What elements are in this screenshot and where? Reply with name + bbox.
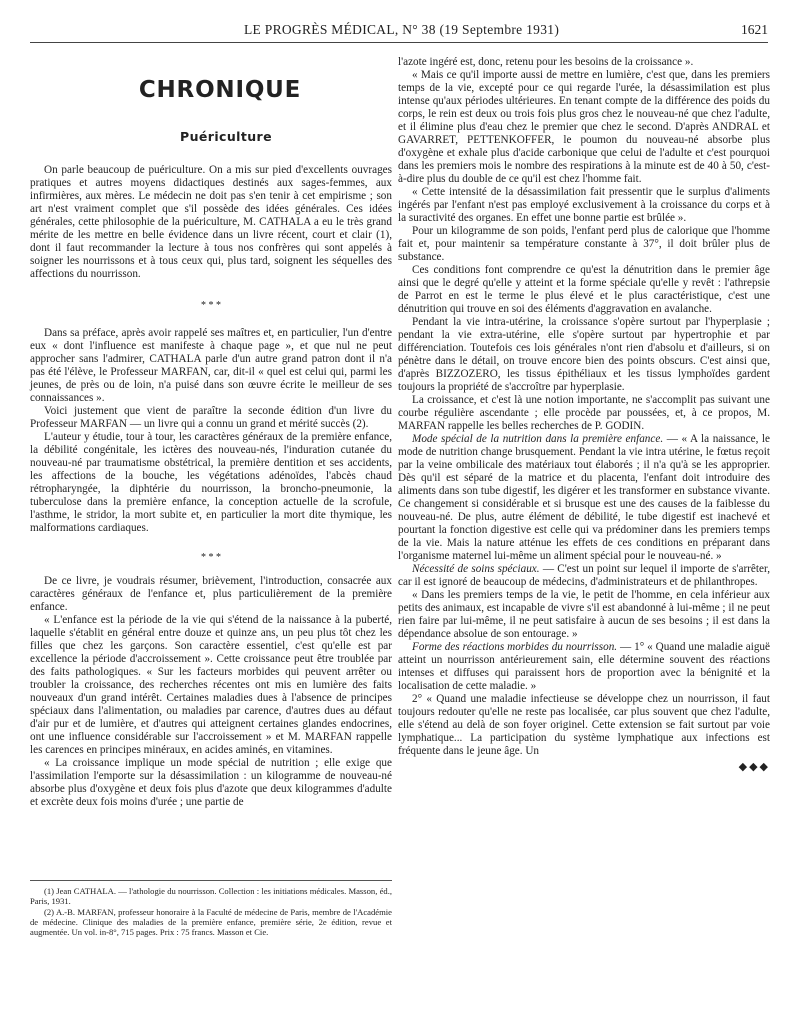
footnote: (2) A.-B. MARFAN, professeur honoraire à la Faculté de médecine de Paris, membre de l'Académie de médecine. Clinique des maladies de la première enfance, première série, 2e édition, revue et augmentée. Un vol. in-8°, 715 pages. Prix : 75 francs. Masson et Cie.	[30, 906, 392, 938]
paragraph: De ce livre, je voudrais résumer, brièvement, l'introduction, consacrée aux caractères généraux de l'enfance et, plus particulièrement de la première enfance.	[30, 575, 392, 613]
subsection-title: Nécessité de soins spéciaux.	[412, 563, 540, 575]
paragraph: Voici justement que vient de paraître la seconde édition d'un livre du Professeur MARFAN — un livre qui a connu un grand et mérité succès (2).	[30, 405, 392, 430]
left-column	[30, 48, 392, 809]
subsection-title: Mode spécial de la nutrition dans la première enfance.	[412, 433, 664, 445]
page-number: 1621	[741, 22, 768, 37]
chronique-heading: CHRONIQUE	[138, 77, 302, 103]
paragraph: On parle beaucoup de puériculture. On a mis sur pied d'excellents ouvrages pratiques et autres moyens didactiques destinés aux sages-femmes, aux infirmières, aux mères. Le médecin ne doit pas s'en tenir à cet empirisme ; son art n'est vraiment complet que s'il possède des idées générales. Ces idées générales, cette philosophie de la puériculture, M. CATHALA a eu le très grand mérite de les mettre en belle évidence dans un livre récent, court et clair (1), dont il faut recommander la lecture à tous nos confrères qui sont appelés à soigner les nourrissons et à tous ceux qui, plus tard, soignent les séquelles des affections du nourrisson.	[30, 164, 392, 280]
paragraph: « L'enfance est la période de la vie qui s'étend de la naissance à la puberté, laquelle s'établit en général entre douze et quinze ans, un peu plus tôt chez les filles que chez les garçons. Son caractère essentiel, c'est qu'elle est par excellence la période d'accroissement ». Cette croissance peut être troublée par des faits pathologiques. « Sur les facteurs morbides qui peuvent arrêter ou troubler la croissance, des recherches récentes ont mis en lumière des faits nouveaux d'un grand intérêt. Certaines maladies dues à l'absence de principes spéciaux dans l'alimentation, ou maladies par carence, d'autres dues au défaut d'air pur et de lumière, et d'autres qui atteignent certaines glandes endocrines, ont une influence considérable sur l'accroissement » et M. MARFAN rappelle les carences en principes minéraux, en acides aminés, en vitamines.	[30, 614, 392, 756]
paragraph: l'azote ingéré est, donc, retenu pour les besoins de la croissance ».	[398, 56, 694, 68]
paragraph: Pour un kilogramme de son poids, l'enfant perd plus de calorique que l'homme fait et, pour maintenir sa température constante à 37°, il doit brûler plus de substance.	[398, 225, 770, 263]
paragraph: L'auteur y étudie, tour à tour, les caractères généraux de la première enfance, la débilité congénitale, les ictères des nouveau-nés, l'induration cutanée du nouveau-né par traumatisme obstétrical, la première dentition et ses accidents, les affections de la bouche, les végétations adénoïdes, l'abcès chaud rétropharyngée, la diphtérie du nourrisson, la broncho-pneumonie, la tuberculose dans la première enfance, la conception actuelle de la scrofule, l'asthme, le stridor, la mort subite et, en particulier la mort dite thymique, les malformations cardiaques.	[30, 431, 392, 534]
running-title: LE PROGRÈS MÉDICAL, N° 38 (19 Septembre 1931)	[244, 22, 560, 37]
subsection-title: Forme des réactions morbides du nourrisson.	[412, 641, 618, 653]
paragraph: « Cette intensité de la désassimilation fait pressentir que le surplus d'aliments ingérés par l'enfant n'est pas employé exclusivement à la croissance du corps et à la suractivité des organes. En effet une bonne partie est brûlée ».	[398, 186, 770, 224]
paragraph-text: — C'est un point sur lequel il importe de s'arrêter, car il est ignoré de beaucoup de médecins, d'administrateurs et de philanthropes.	[398, 563, 771, 588]
paragraph-text: — 1° « Quand une maladie aiguë atteint un nourrisson antérieurement sain, elle détermine souvent des réactions intenses et diffuses qui paraissent hors de proportion avec la bénignité et la localisation de cette maladie. »	[398, 641, 770, 692]
paragraph	[398, 433, 770, 563]
header-rule	[30, 42, 768, 43]
footnote: (1) Jean CATHALA. — l'athologie du nourrisson. Collection : les initiations médicales. Masson, éd., Paris, 1931.	[30, 886, 392, 907]
footnote-rule	[30, 880, 392, 881]
section-title: Puériculture	[180, 129, 272, 144]
paragraph: Ces conditions font comprendre ce qu'est la dénutrition dans le premier âge ainsi que le degré qu'elle y atteint et la forme spéciale qu'elle y revêt : l'athrepsie de Parrot en est le terme le plus élevé et le plus caractéristique, c'est une dénutrition qui trouve en soi des éléments d'aggravation en avalanche.	[398, 264, 770, 315]
paragraph: 2° « Quand une maladie infectieuse se développe chez un nourrisson, il faut toujours redouter qu'elle ne reste pas localisée, car plus souvent que chez l'adulte, elle s'étend au delà de son foyer originel. Cette extension se fait surtout par voie lymphatique... La participation du système lymphatique aux infections est fréquente dans le jeune âge. Un	[398, 693, 770, 757]
running-header	[30, 22, 768, 42]
footnotes	[30, 880, 392, 937]
asterism: * * *	[201, 300, 221, 311]
paragraph	[398, 563, 770, 589]
paragraph-text: — « A la naissance, le mode de nutrition change brusquement. Pendant la vie intra utérine, le fœtus reçoit par la veine ombilicale des matériaux tout élaborés ; il n'a qu'à se les approprier. Dès qu'il est séparé de la matrice et du placenta, l'enfant doit introduire des aliments dans son tube digestif, les digérer et les transformer en substance vivante. Ce changement si considérable et si brusque est une des causes de la faiblesse du nouveau-né. De plus, autre élément de débilité, le tube digestif est inachevé et pourtant la fonction digestive est celle qui va prédominer dans les premiers temps de la vie. Mais la nature atténue les effets de ces conditions en préparant dans l'organisme maternel lui-même un aliment spécial pour le nouveau-né. »	[398, 433, 771, 562]
paragraph: « Dans les premiers temps de la vie, le petit de l'homme, en cela inférieur aux petits des animaux, est incapable de vivre s'il est abandonné à lui-même ; il ne peut rien faire par lui-même, il ne peut satisfaire à aucun de ses besoins ; il est dans la dépendance absolue de son entourage. »	[398, 589, 770, 640]
paragraph: La croissance, et c'est là une notion importante, ne s'accomplit pas suivant une courbe régulière ascendante ; elle procède par poussées, et, à ce propos, M. MARFAN rappelle les belles recherches de P. GODIN.	[398, 394, 770, 432]
paragraph	[398, 641, 770, 693]
paragraph: Dans sa préface, après avoir rappelé ses maîtres et, en particulier, l'un d'entre eux « dont l'influence est manifeste à chaque page », et que nul ne peut approcher sans l'admirer, CATHALA parle d'un autre grand patron dont il n'a pas été l'élève, le Professeur MARFAN, car, dit-il « quel est celui qui, parmi les jeunes, de près ou de loin, n'a puisé dans son œuvre écrite le meilleur de ses connaissances ».	[30, 327, 392, 404]
paragraph: Pendant la vie intra-utérine, la croissance s'opère surtout par l'hyperplasie ; pendant la vie extra-utérine, elle s'opère surtout par hypertrophie et par différenciation. Toutefois ces lois générales n'ont rien d'absolu et d'ailleurs, si on pénètre dans le détail, on trouve encore bien des points obscurs. C'est ainsi que, d'après BIZZOZERO, les tissus épithéliaux et les tissus lymphoïdes gardent toujours la propriété de s'accroître par hyperplasie.	[398, 316, 770, 393]
paragraph: « Mais ce qu'il importe aussi de mettre en lumière, c'est que, dans les premiers temps de la vie, excepté pour ce qui regarde l'urée, la désassimilation est plus intense qu'aux périodes ultérieures. En tenant compte de la différence des poids du corps, le rein est deux ou trois fois plus gros chez le nouveau-né que chez l'adulte, et il élimine plus d'eau chez le premier que chez le second. D'après ANDRAL et GAVARRET, PETTENKOFFER, le poumon du nouveau-né absorbe plus d'oxygène et exhale plus d'acide carbonique que celui de l'adulte et c'est pourquoi dans les premiers mois le nombre des respirations à la minute est de 40 à 50, c'est-à-dire plus du double de ce qu'il est chez l'homme fait.	[398, 69, 770, 185]
paragraph: « La croissance implique un mode spécial de nutrition ; elle exige que l'assimilation l'emporte sur la désassimilation : un kilogramme de nouveau-né absorbe plus d'oxygène et deux fois plus d'azote que deux kilogrammes d'adulte et excrète deux fois moins d'urée ; une partie de	[30, 757, 392, 808]
asterism: * * *	[201, 552, 221, 563]
right-column	[398, 56, 770, 774]
end-mark: ◆◆◆	[738, 761, 770, 773]
